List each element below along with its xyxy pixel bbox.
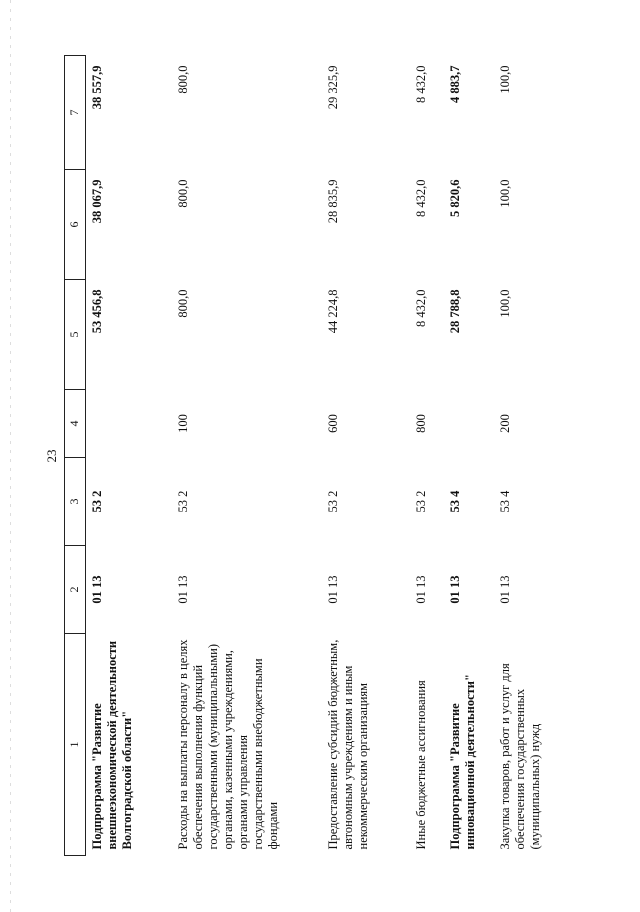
table-row (322, 56, 410, 856)
row-name: Расходы на выплаты персоналу в целях обеспечения выполнения функций государственными (муниципальными) органами, казенными учреждениями, органами управления государственными внебюджетными фондами (175, 639, 280, 850)
cell-target: 53 2 (325, 490, 340, 513)
table-row (86, 56, 172, 856)
cell-target: 53 2 (175, 490, 190, 513)
cell-value: 100,0 (497, 65, 512, 94)
cell-target: 53 4 (497, 490, 512, 513)
cell-value: 8 432,0 (413, 65, 428, 103)
cell-section: 01 13 (413, 575, 428, 604)
rotated-table-block (44, 56, 584, 856)
cell-value: 38 557,9 (90, 65, 104, 110)
cell-expense-type (444, 390, 494, 458)
budget-table (64, 55, 556, 856)
cell-expense-type (86, 390, 172, 458)
cell-expense-type: 600 (325, 414, 340, 433)
header-row (65, 56, 86, 856)
table-row (494, 56, 556, 856)
cell-value: 29 325,9 (325, 65, 340, 110)
cell-value: 53 456,8 (90, 289, 104, 334)
table-row (172, 56, 322, 856)
table-row (444, 56, 494, 856)
cell-value: 800,0 (175, 65, 190, 94)
page-number: 23 (44, 449, 59, 463)
cell-target: 53 2 (90, 490, 104, 513)
cell-value: 28 788,8 (447, 289, 462, 334)
column-header: 6 (65, 170, 86, 280)
row-name: Подпрограмма "Развитие внешнеэкономической деятельности Волгоградской области" (90, 640, 134, 850)
row-name: Предоставление субсидий бюджетным, автономным учреждениям и иным некоммерческим организациям (325, 639, 370, 850)
cell-section: 01 13 (447, 575, 462, 604)
cell-value: 5 820,6 (447, 179, 462, 217)
cell-value: 800,0 (175, 289, 190, 318)
column-header: 7 (65, 56, 86, 170)
row-name: Подпрограмма "Развитие инновационной деятельности" (447, 674, 477, 850)
cell-section: 01 13 (497, 575, 512, 604)
cell-value: 100,0 (497, 179, 512, 208)
table-row (410, 56, 444, 856)
row-name: Иные бюджетные ассигнования (413, 680, 428, 850)
column-header: 2 (65, 546, 86, 634)
column-header: 5 (65, 280, 86, 390)
row-name: Закупка товаров, работ и услуг для обеспечения государственных (муниципальных) нужд (497, 663, 542, 850)
cell-target: 53 2 (413, 490, 428, 513)
cell-value: 4 883,7 (447, 65, 462, 103)
column-header: 3 (65, 458, 86, 546)
cell-value: 8 432,0 (413, 179, 428, 217)
cell-value: 800,0 (175, 179, 190, 208)
cell-value: 44 224,8 (325, 289, 340, 334)
cell-expense-type: 800 (413, 414, 428, 433)
column-header: 1 (65, 634, 86, 856)
cell-section: 01 13 (175, 575, 190, 604)
scan-edge-mark (10, 0, 11, 912)
cell-section: 01 13 (90, 575, 104, 604)
cell-section: 01 13 (325, 575, 340, 604)
cell-expense-type: 100 (175, 414, 190, 433)
cell-value: 8 432,0 (413, 289, 428, 327)
column-header: 4 (65, 390, 86, 458)
cell-value: 100,0 (497, 289, 512, 318)
cell-value: 28 835,9 (325, 179, 340, 224)
cell-value: 38 067,9 (90, 179, 104, 224)
cell-expense-type: 200 (497, 414, 512, 433)
cell-target: 53 4 (447, 490, 462, 513)
